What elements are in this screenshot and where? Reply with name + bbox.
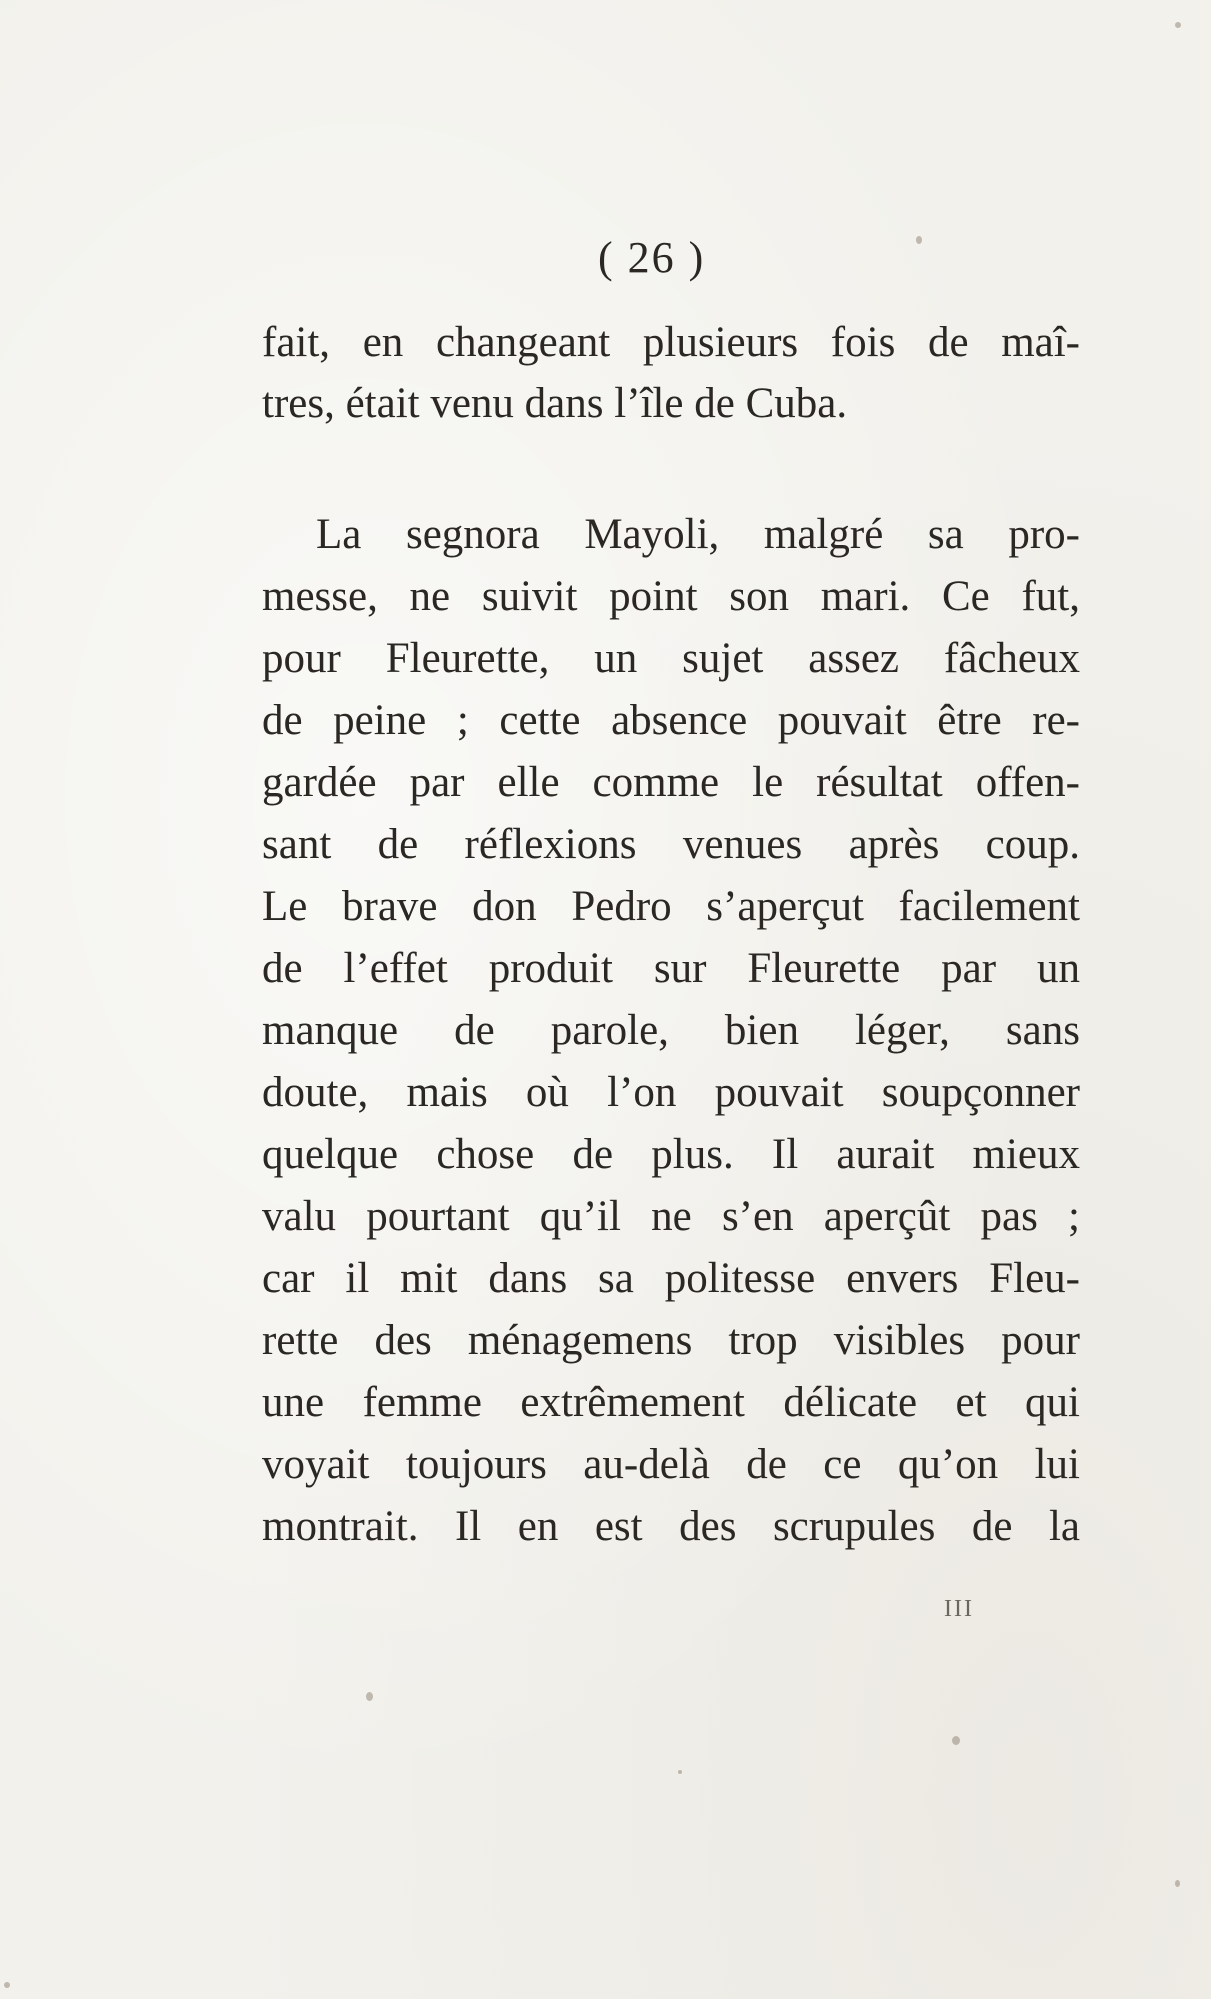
text-line: sant de réflexions venues après coup. (262, 821, 1080, 868)
text-line: une femme extrêmement délicate et qui (262, 1379, 1080, 1426)
text-line: gardée par elle comme le résultat offen- (262, 759, 1080, 806)
paper-speck (366, 1692, 373, 1701)
signature-mark: III (944, 1596, 974, 1622)
text-line: valu pourtant qu’il ne s’en aperçût pas ; (262, 1193, 1080, 1240)
paper-speck (916, 236, 922, 244)
page-number: ( 26 ) (598, 233, 706, 282)
text-line: fait, en changeant plusieurs fois de maî- (262, 319, 1080, 366)
paper-speck (1175, 22, 1181, 28)
text-line: de peine ; cette absence pouvait être re- (262, 697, 1080, 744)
text-line: voyait toujours au-delà de ce qu’on lui (262, 1441, 1080, 1488)
text-line: La segnora Mayoli, malgré sa pro- (316, 511, 1080, 558)
text-line: manque de parole, bien léger, sans (262, 1007, 1080, 1054)
text-line: montrait. Il en est des scrupules de la (262, 1503, 1080, 1550)
text-line: Le brave don Pedro s’aperçut facilement (262, 883, 1080, 930)
text-line: de l’effet produit sur Fleurette par un (262, 945, 1080, 992)
text-line: rette des ménagemens trop visibles pour (262, 1317, 1080, 1364)
text-line: quelque chose de plus. Il aurait mieux (262, 1131, 1080, 1178)
paper-speck (952, 1736, 960, 1745)
text-line: car il mit dans sa politesse envers Fleu- (262, 1255, 1080, 1302)
text-line: doute, mais où l’on pouvait soupçonner (262, 1069, 1080, 1116)
text-line: messe, ne suivit point son mari. Ce fut, (262, 573, 1080, 620)
text-line: tres, était venu dans l’île de Cuba. (262, 380, 848, 427)
paper-speck (4, 1982, 10, 1988)
text-line: pour Fleurette, un sujet assez fâcheux (262, 635, 1080, 682)
paper-speck (1175, 1880, 1180, 1887)
paper-speck (678, 1770, 682, 1774)
